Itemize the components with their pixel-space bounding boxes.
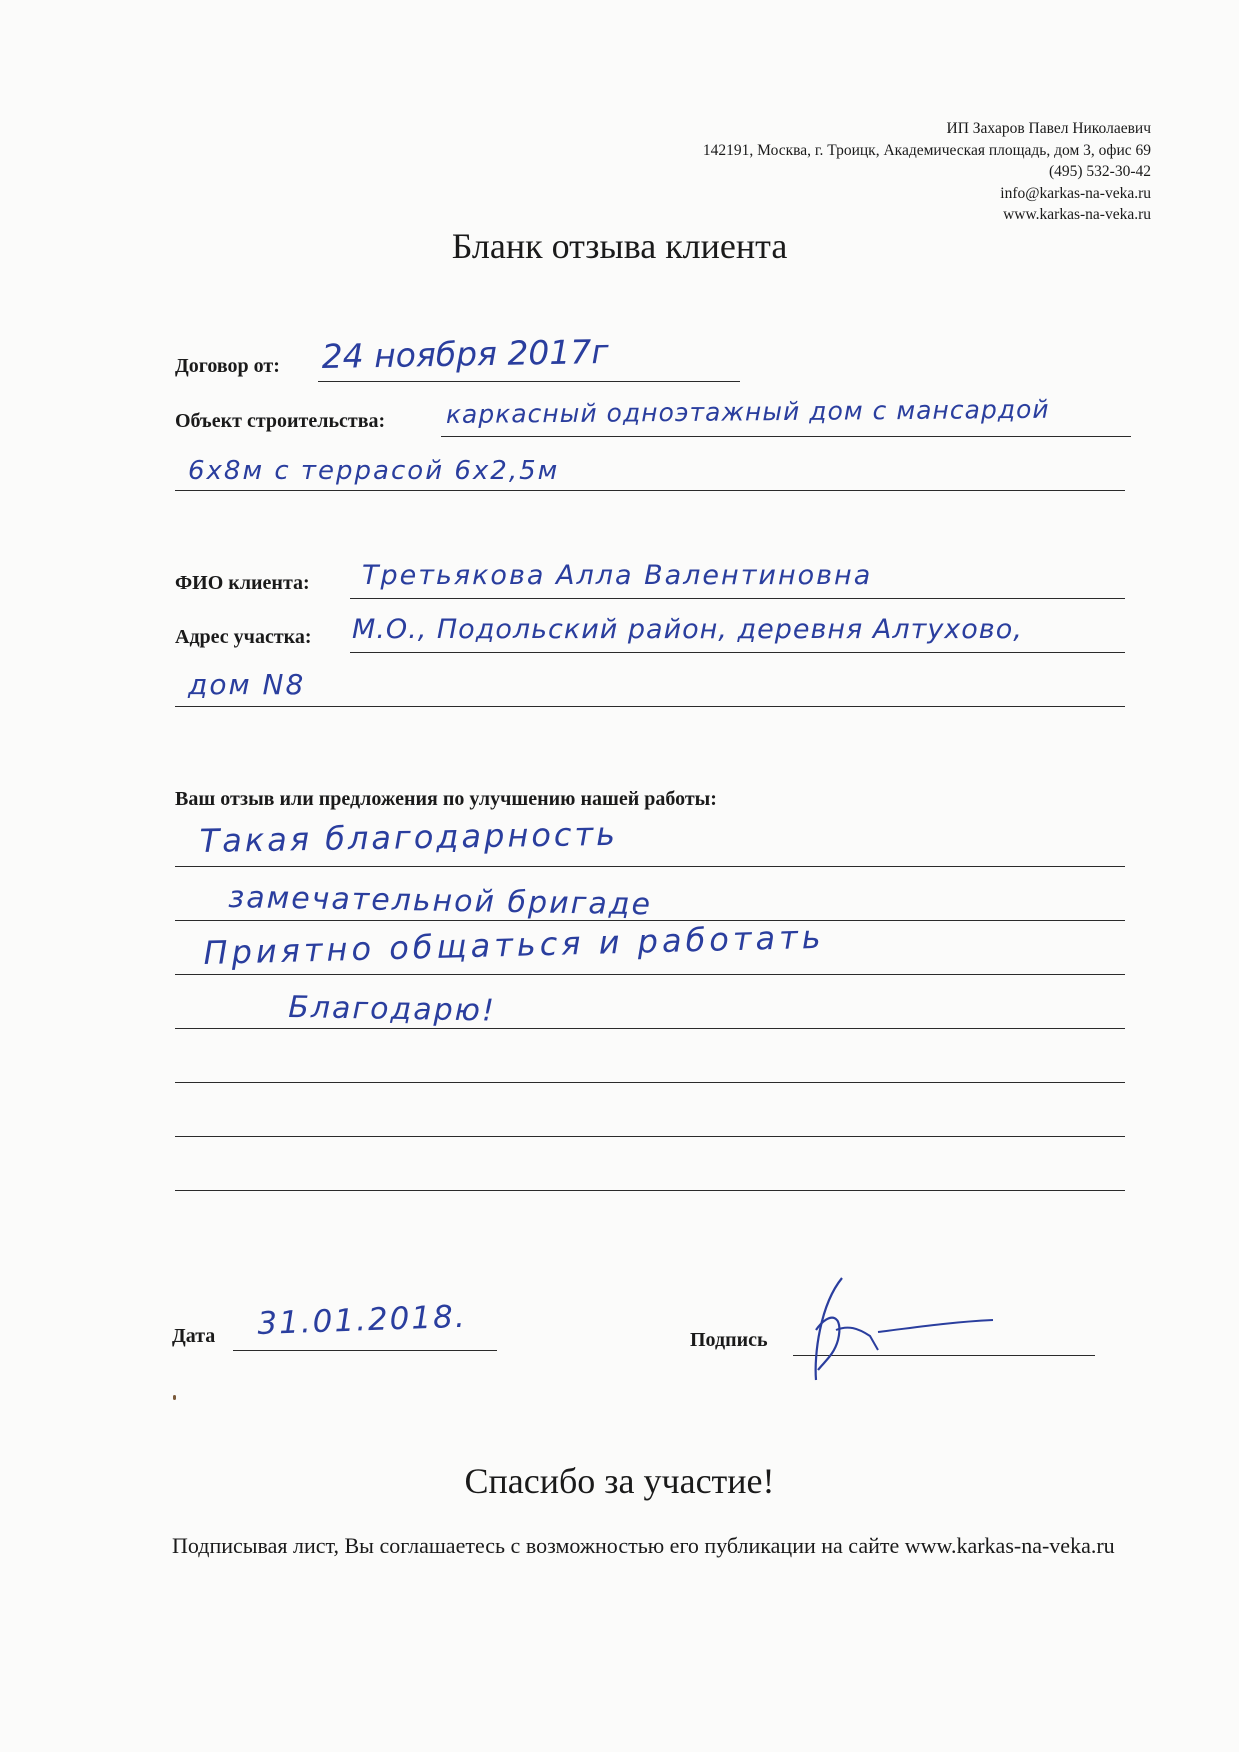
client-value[interactable]: Третьякова Алла Валентиновна [362, 560, 873, 591]
plot-address-line-1 [350, 652, 1125, 653]
date-value[interactable]: 31.01.2018. [256, 1298, 468, 1342]
company-website: www.karkas-na-veka.ru [1003, 206, 1151, 223]
company-address: 142191, Москва, г. Троицк, Академическая площадь, дом 3, офис 69 [702, 141, 1151, 159]
object-line-2 [175, 490, 1125, 491]
feedback-label: Ваш отзыв или предложения по улучшению нашей работы: [175, 788, 717, 810]
plot-address-value-line2[interactable]: дом N8 [188, 668, 306, 701]
form-title: Бланк отзыва клиента [451, 226, 788, 266]
object-value-line1[interactable]: каркасный одноэтажный дом с мансардой [445, 394, 1050, 429]
feedback-text-2[interactable]: замечательной бригаде [228, 880, 653, 923]
company-name: ИП Захаров Павел Николаевич [946, 120, 1151, 137]
feedback-line-7 [175, 1190, 1125, 1191]
company-email: info@karkas-na-veka.ru [1000, 184, 1151, 202]
feedback-line-3 [175, 974, 1125, 975]
plot-address-value-line1[interactable]: М.О., Подольский район, деревня Алтухово, [352, 614, 1023, 645]
feedback-line-1 [175, 866, 1125, 867]
feedback-line-6 [175, 1136, 1125, 1137]
contract-value[interactable]: 24 ноября 2017г [321, 331, 610, 376]
object-value-line2[interactable]: 6х8м с террасой 6х2,5м [188, 456, 560, 486]
feedback-line-4 [175, 1028, 1125, 1029]
date-label: Дата [172, 1325, 216, 1347]
plot-address-label: Адрес участка: [175, 626, 312, 648]
signature-label: Подпись [690, 1329, 768, 1351]
feedback-text-4[interactable]: Благодарю! [288, 990, 497, 1029]
company-phone: (495) 532-30-42 [1048, 163, 1151, 180]
handwritten-signature [800, 1270, 1000, 1390]
plot-address-line-2 [175, 706, 1125, 707]
object-label: Объект строительства: [175, 410, 386, 432]
contract-line [318, 381, 740, 382]
thanks-message: Спасибо за участие! [464, 1461, 775, 1501]
feedback-text-1[interactable]: Такая благодарность [199, 814, 619, 860]
client-line [350, 598, 1125, 599]
client-label: ФИО клиента: [175, 572, 310, 594]
object-line-1 [441, 436, 1131, 437]
feedback-text-3[interactable]: Приятно общаться и работать [203, 917, 826, 972]
feedback-line-5 [175, 1082, 1125, 1083]
date-line [233, 1350, 497, 1351]
contract-label: Договор от: [175, 355, 280, 377]
ink-speck [173, 1395, 176, 1400]
company-header [703, 118, 1151, 226]
consent-note: Подписывая лист, Вы соглашаетесь с возможностью его публикации на сайте www.karkas-na-veka.ru [172, 1533, 1115, 1558]
